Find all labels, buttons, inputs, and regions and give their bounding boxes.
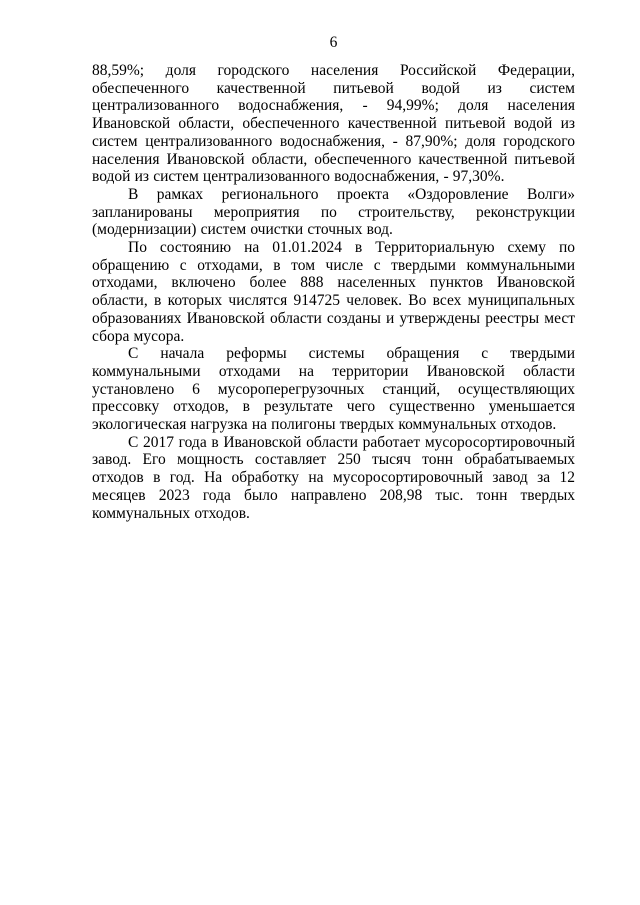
document-body [92,62,575,522]
paragraph-territorial-scheme: По состоянию на 01.01.2024 в Территориальную схему по обращению с отходами, в том числе с твердыми коммунальными отходами, включено более 888 населенных пунктов Ивановской области, в которых числятся 914725 человек. Во всех муниципальных образованиях Ивановской области созданы и утверждены реестры мест сбора мусора. [92,239,575,345]
page-number: 6 [329,34,338,51]
paragraph-sorting-plant: С 2017 года в Ивановской области работает мусоросортировочный завод. Его мощность составляет 250 тысяч тонн обрабатываемых отходов в год. На обработку на мусоросортировочный завод за 12 месяцев 2023 года было направлено 208,98 тыс. тонн твердых коммунальных отходов. [92,433,575,522]
paragraph-water-supply-shares: 88,59%; доля городского населения Российской Федерации, обеспеченного качественной питьевой водой из систем централизованного водоснабжения, - 94,99%; доля населения Ивановской области, обеспеченного качественной питьевой водой из систем централизованного водоснабжения, - 87,90%; доля городского населения Ивановской области, обеспеченного качественной питьевой водой из систем централизованного водоснабжения, - 97,30%. [92,62,575,186]
paragraph-waste-reform: С начала реформы системы обращения с твердыми коммунальными отходами на территории Ивановской области установлено 6 мусороперегрузочных станций, осуществляющих прессовку отходов, в результате чего существенно уменьшается экологическая нагрузка на полигоны твердых коммунальных отходов. [92,345,575,434]
paragraph-volga-project: В рамках регионального проекта «Оздоровление Волги» запланированы мероприятия по строительству, реконструкции (модернизации) систем очистки сточных вод. [92,185,575,239]
